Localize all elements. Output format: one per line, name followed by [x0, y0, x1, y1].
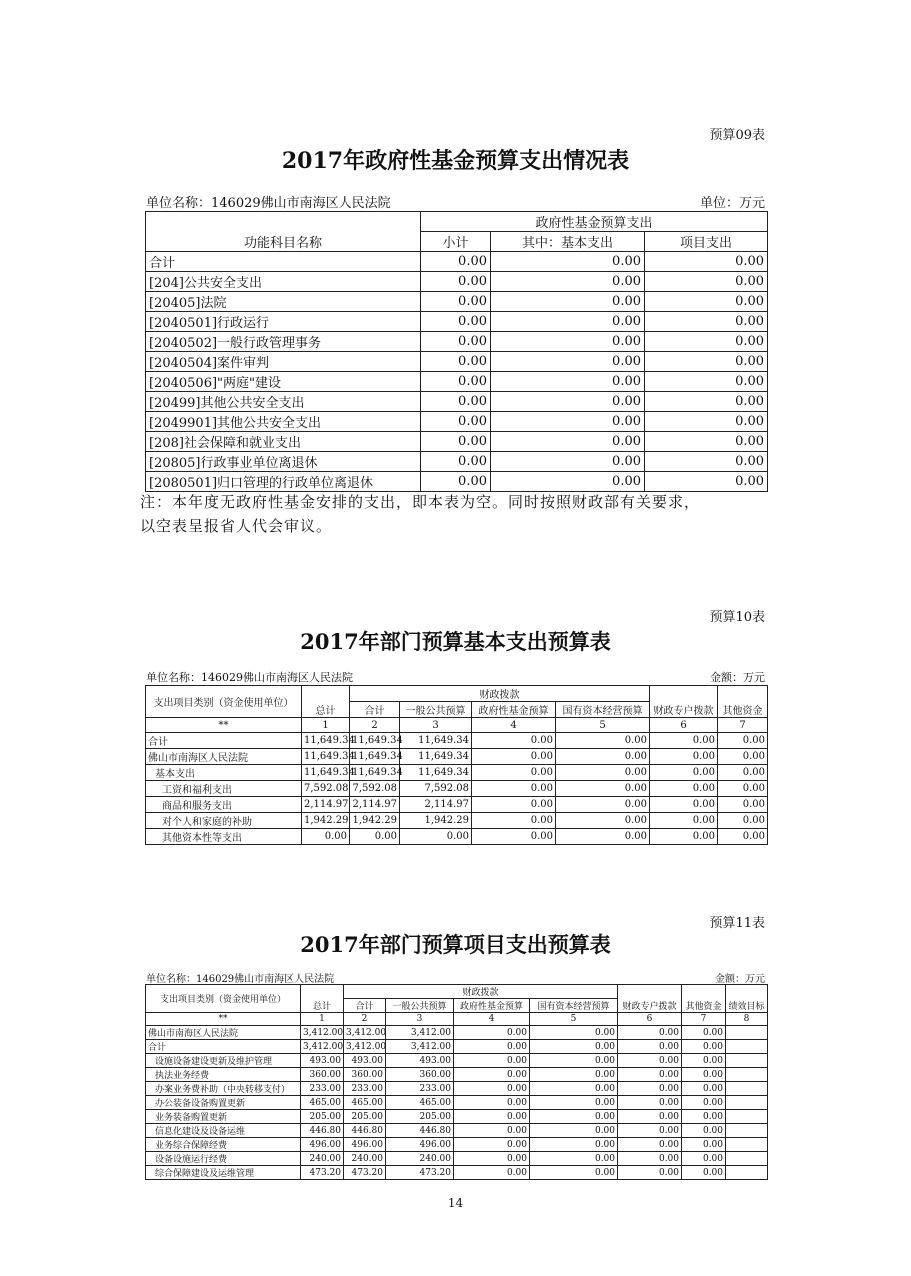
table09-unit: 单位：万元	[699, 196, 765, 211]
row-value: 496.00	[344, 1138, 386, 1152]
row-value: 0.00	[556, 765, 650, 781]
row-label: [208]社会保障和就业支出	[146, 432, 421, 452]
table11-header-state: 国有资本经营预算	[530, 999, 618, 1013]
table10-header-general: 一般公共预算	[400, 702, 472, 718]
row-value: 0.00	[454, 1068, 530, 1082]
row-value: 0.00	[530, 1026, 618, 1040]
row-value: 0.00	[682, 1040, 726, 1054]
row-label: [2040504]案件审判	[146, 352, 421, 372]
row-value: 0.00	[645, 432, 768, 452]
row-value: 496.00	[386, 1138, 454, 1152]
index-cell: 2	[344, 1013, 386, 1026]
index-row	[146, 718, 768, 733]
table-row	[146, 312, 768, 332]
row-value: 493.00	[301, 1054, 344, 1068]
row-value: 240.00	[301, 1152, 344, 1166]
table-row	[146, 252, 768, 272]
row-value: 473.20	[301, 1166, 344, 1180]
row-value: 1,942.29	[350, 813, 400, 829]
table-row	[146, 392, 768, 412]
table11-unit-name: 单位名称：146029佛山市南海区人民法院	[146, 974, 335, 985]
table-row	[146, 1110, 768, 1124]
row-value: 0.00	[618, 1124, 682, 1138]
row-value: 0.00	[454, 1166, 530, 1180]
index-cell: 5	[556, 718, 650, 733]
table-row	[146, 1124, 768, 1138]
row-value: 0.00	[650, 749, 718, 765]
page-number: 14	[447, 1196, 464, 1210]
row-label: [20805]行政事业单位离退休	[146, 452, 421, 472]
table09-header-subtotal: 小计	[421, 232, 491, 252]
table-row	[146, 749, 768, 765]
index-cell: 6	[618, 1013, 682, 1026]
row-value: 0.00	[400, 829, 472, 845]
table11-header-group: 财政拨款	[344, 985, 618, 999]
table10-unit-name: 单位名称：146029佛山市南海区人民法院	[146, 671, 353, 684]
row-label: 工资和福利支出	[146, 781, 302, 797]
row-value: 0.00	[421, 452, 491, 472]
table10	[145, 685, 768, 845]
row-value: 446.80	[344, 1124, 386, 1138]
row-value: 0.00	[682, 1138, 726, 1152]
row-value	[726, 1040, 768, 1054]
table10-header-other: 其他资金	[718, 686, 768, 718]
row-value: 0.00	[421, 432, 491, 452]
index-cell: 3	[400, 718, 472, 733]
row-value: 0.00	[718, 733, 768, 749]
table-row	[146, 332, 768, 352]
row-value: 0.00	[530, 1054, 618, 1068]
table11-unit: 金额：万元	[715, 974, 765, 985]
table09-title: 2017年政府性基金预算支出情况表	[281, 148, 630, 174]
row-value: 0.00	[491, 252, 645, 272]
table-row	[146, 1026, 768, 1040]
row-label: 办案业务费补助（中央转移支付）	[146, 1082, 301, 1096]
index-cell: 3	[386, 1013, 454, 1026]
row-value: 0.00	[472, 749, 556, 765]
row-value: 0.00	[421, 392, 491, 412]
row-value: 11,649.34	[400, 765, 472, 781]
table-row	[146, 1068, 768, 1082]
row-value: 0.00	[454, 1040, 530, 1054]
index-cell: **	[146, 718, 302, 733]
row-value: 0.00	[491, 472, 645, 492]
row-value: 0.00	[645, 312, 768, 332]
row-value	[726, 1138, 768, 1152]
row-value: 233.00	[301, 1082, 344, 1096]
table10-header-fund: 政府性基金预算	[472, 702, 556, 718]
table09-header-group: 政府性基金预算支出	[421, 212, 768, 232]
row-value: 0.00	[421, 292, 491, 312]
row-label: 合计	[146, 733, 302, 749]
row-value: 360.00	[386, 1068, 454, 1082]
table09-header-project: 项目支出	[645, 232, 768, 252]
row-value: 205.00	[301, 1110, 344, 1124]
row-label: 对个人和家庭的补助	[146, 813, 302, 829]
row-value	[726, 1110, 768, 1124]
row-value: 3,412.00	[301, 1040, 344, 1054]
index-cell: 6	[650, 718, 718, 733]
row-label: [2040502]一般行政管理事务	[146, 332, 421, 352]
row-label: [204]公共安全支出	[146, 272, 421, 292]
table09-header-basic: 其中：基本支出	[491, 232, 645, 252]
row-value: 0.00	[556, 749, 650, 765]
row-value: 0.00	[645, 252, 768, 272]
row-label: 信息化建设及设备运维	[146, 1124, 301, 1138]
row-value: 0.00	[618, 1152, 682, 1166]
row-value: 7,592.08	[400, 781, 472, 797]
row-value: 473.20	[386, 1166, 454, 1180]
row-value	[726, 1068, 768, 1082]
table-row	[146, 292, 768, 312]
row-value: 0.00	[650, 733, 718, 749]
row-value: 0.00	[718, 813, 768, 829]
row-value: 0.00	[618, 1110, 682, 1124]
row-label: [2080501]归口管理的行政单位离退休	[146, 472, 421, 492]
table09	[145, 211, 768, 492]
row-value: 0.00	[421, 272, 491, 292]
row-value: 0.00	[421, 252, 491, 272]
row-value: 11,649.34	[302, 765, 350, 781]
table10-title: 2017年部门预算基本支出预算表	[300, 629, 611, 654]
row-value: 0.00	[472, 765, 556, 781]
index-row	[146, 1013, 768, 1026]
row-value: 0.00	[682, 1054, 726, 1068]
row-value: 3,412.00	[344, 1026, 386, 1040]
row-value	[726, 1124, 768, 1138]
row-value: 465.00	[344, 1096, 386, 1110]
row-value: 0.00	[556, 781, 650, 797]
index-cell: 8	[726, 1013, 768, 1026]
table09-unit-name: 单位名称：146029佛山市南海区人民法院	[146, 196, 391, 211]
row-value: 0.00	[454, 1138, 530, 1152]
row-value: 473.20	[344, 1166, 386, 1180]
table11-header-general: 一般公共预算	[386, 999, 454, 1013]
row-value: 0.00	[618, 1082, 682, 1096]
table-row	[146, 1166, 768, 1180]
table-row	[146, 272, 768, 292]
row-value: 205.00	[386, 1110, 454, 1124]
row-value: 0.00	[491, 412, 645, 432]
row-value: 0.00	[650, 765, 718, 781]
row-value: 0.00	[454, 1026, 530, 1040]
row-value: 493.00	[344, 1054, 386, 1068]
row-value: 0.00	[421, 332, 491, 352]
row-label: [20405]法院	[146, 292, 421, 312]
table-row	[146, 1082, 768, 1096]
table11-header-other: 其他资金	[682, 985, 726, 1013]
row-value: 0.00	[421, 312, 491, 332]
row-label: 合计	[146, 1040, 301, 1054]
row-value: 0.00	[650, 813, 718, 829]
row-value	[726, 1082, 768, 1096]
table11-header-sum: 合计	[344, 999, 386, 1013]
table-row	[146, 829, 768, 845]
row-value: 0.00	[650, 781, 718, 797]
table11-header-total: 总计	[301, 985, 344, 1013]
row-value: 360.00	[344, 1068, 386, 1082]
row-value: 0.00	[682, 1082, 726, 1096]
table-row	[146, 797, 768, 813]
row-label: 佛山市南海区人民法院	[146, 1026, 301, 1040]
row-label: 综合保障建设及运维管理	[146, 1166, 301, 1180]
row-value: 0.00	[645, 352, 768, 372]
row-label: 佛山市南海区人民法院	[146, 749, 302, 765]
table-row	[146, 813, 768, 829]
table10-header-state: 国有资本经营预算	[556, 702, 650, 718]
row-value: 0.00	[682, 1026, 726, 1040]
table-row	[146, 372, 768, 392]
row-value: 0.00	[421, 372, 491, 392]
index-cell: 7	[718, 718, 768, 733]
table11	[145, 984, 768, 1180]
row-value	[726, 1096, 768, 1110]
row-value: 0.00	[421, 472, 491, 492]
row-value: 0.00	[618, 1068, 682, 1082]
row-value: 0.00	[472, 733, 556, 749]
row-value: 0.00	[530, 1096, 618, 1110]
table-row	[146, 1138, 768, 1152]
row-value: 0.00	[454, 1096, 530, 1110]
row-value	[726, 1152, 768, 1166]
row-value: 360.00	[301, 1068, 344, 1082]
index-cell: 7	[682, 1013, 726, 1026]
row-value: 11,649.34	[400, 733, 472, 749]
row-value: 493.00	[386, 1054, 454, 1068]
index-cell: 2	[350, 718, 400, 733]
row-value: 233.00	[386, 1082, 454, 1096]
row-value	[726, 1026, 768, 1040]
row-value: 0.00	[718, 829, 768, 845]
row-value: 3,412.00	[386, 1040, 454, 1054]
row-value: 240.00	[386, 1152, 454, 1166]
row-value: 1,942.29	[400, 813, 472, 829]
row-value	[726, 1166, 768, 1180]
table-row	[146, 765, 768, 781]
table11-header-fund: 政府性基金预算	[454, 999, 530, 1013]
row-value: 0.00	[491, 372, 645, 392]
row-value: 0.00	[491, 392, 645, 412]
row-value: 11,649.34	[350, 749, 400, 765]
row-value: 1,942.29	[302, 813, 350, 829]
row-value: 0.00	[472, 797, 556, 813]
row-label: 其他资本性等支出	[146, 829, 302, 845]
table-row	[146, 472, 768, 492]
row-value: 0.00	[472, 781, 556, 797]
row-value: 0.00	[530, 1124, 618, 1138]
row-value: 0.00	[718, 797, 768, 813]
index-cell: 4	[472, 718, 556, 733]
row-label: 合计	[146, 252, 421, 272]
row-label: 设施设备建设更新及维护管理	[146, 1054, 301, 1068]
index-cell: 1	[301, 1013, 344, 1026]
row-value: 0.00	[618, 1040, 682, 1054]
row-value: 0.00	[350, 829, 400, 845]
row-value: 11,649.34	[302, 749, 350, 765]
row-value: 0.00	[421, 352, 491, 372]
row-value: 465.00	[301, 1096, 344, 1110]
row-value: 0.00	[645, 472, 768, 492]
row-value: 0.00	[618, 1026, 682, 1040]
row-value: 0.00	[491, 432, 645, 452]
row-value: 0.00	[645, 392, 768, 412]
row-value: 0.00	[454, 1110, 530, 1124]
row-value: 233.00	[344, 1082, 386, 1096]
row-value: 0.00	[682, 1166, 726, 1180]
row-value: 0.00	[556, 813, 650, 829]
row-label: [2049901]其他公共安全支出	[146, 412, 421, 432]
row-value: 7,592.08	[302, 781, 350, 797]
row-label: 办公装备设备购置更新	[146, 1096, 301, 1110]
row-value: 0.00	[530, 1082, 618, 1096]
table11-code: 预算11表	[709, 916, 765, 931]
table-row	[146, 1054, 768, 1068]
row-value: 0.00	[530, 1068, 618, 1082]
row-value: 0.00	[645, 452, 768, 472]
row-value: 11,649.34	[350, 765, 400, 781]
table-row	[146, 352, 768, 372]
row-value: 0.00	[682, 1068, 726, 1082]
table-row	[146, 432, 768, 452]
row-value: 3,412.00	[386, 1026, 454, 1040]
row-value: 2,114.97	[302, 797, 350, 813]
row-value	[726, 1054, 768, 1068]
table09-note-line2: 以空表呈报省人代会审议。	[140, 517, 333, 535]
row-label: [2040506]"两庭"建设	[146, 372, 421, 392]
row-value: 465.00	[386, 1096, 454, 1110]
table09-note-line1: 注：本年度无政府性基金安排的支出，即本表为空。同时按照财政部有关要求，	[140, 493, 701, 511]
row-value: 0.00	[618, 1054, 682, 1068]
row-value: 0.00	[472, 829, 556, 845]
row-value: 3,412.00	[344, 1040, 386, 1054]
row-value: 0.00	[618, 1138, 682, 1152]
row-value: 11,649.34	[350, 733, 400, 749]
row-value: 205.00	[344, 1110, 386, 1124]
row-value: 0.00	[645, 372, 768, 392]
row-value: 0.00	[718, 781, 768, 797]
table-row	[146, 781, 768, 797]
index-cell: 4	[454, 1013, 530, 1026]
index-cell: **	[146, 1013, 301, 1026]
row-value: 0.00	[556, 829, 650, 845]
row-value: 0.00	[530, 1138, 618, 1152]
row-value: 0.00	[618, 1166, 682, 1180]
table-row	[146, 452, 768, 472]
table09-header-name: 功能科目名称	[146, 212, 421, 252]
table11-header-target: 绩效目标	[726, 985, 768, 1013]
row-value: 0.00	[618, 1096, 682, 1110]
row-value: 2,114.97	[350, 797, 400, 813]
row-value: 446.80	[386, 1124, 454, 1138]
row-value: 496.00	[301, 1138, 344, 1152]
row-value: 2,114.97	[400, 797, 472, 813]
table10-unit: 金额：万元	[710, 671, 765, 684]
row-value: 0.00	[645, 332, 768, 352]
row-value: 0.00	[491, 292, 645, 312]
row-value: 11,649.34	[400, 749, 472, 765]
row-value: 0.00	[718, 749, 768, 765]
row-label: [20499]其他公共安全支出	[146, 392, 421, 412]
index-cell: 1	[302, 718, 350, 733]
table10-header-sum: 合计	[350, 702, 400, 718]
row-value: 0.00	[682, 1096, 726, 1110]
row-value: 0.00	[556, 797, 650, 813]
table11-header-category: 支出项目类别（资金使用单位）	[146, 985, 301, 1013]
table-row	[146, 1152, 768, 1166]
row-value: 0.00	[650, 797, 718, 813]
row-value: 0.00	[682, 1110, 726, 1124]
row-value: 0.00	[645, 272, 768, 292]
row-value: 0.00	[421, 412, 491, 432]
table10-header-group: 财政拨款	[350, 686, 650, 702]
row-label: 业务装备购置更新	[146, 1110, 301, 1124]
table-row	[146, 412, 768, 432]
row-label: 业务综合保障经费	[146, 1138, 301, 1152]
row-value: 0.00	[491, 272, 645, 292]
row-value: 240.00	[344, 1152, 386, 1166]
table10-header-special: 财政专户拨款	[650, 686, 718, 718]
row-value: 3,412.00	[301, 1026, 344, 1040]
row-value: 0.00	[718, 765, 768, 781]
row-label: 设备设施运行经费	[146, 1152, 301, 1166]
table-row	[146, 1040, 768, 1054]
row-value: 0.00	[530, 1110, 618, 1124]
row-value: 0.00	[682, 1152, 726, 1166]
row-value: 0.00	[454, 1082, 530, 1096]
row-value: 11,649.34	[302, 733, 350, 749]
row-label: 商品和服务支出	[146, 797, 302, 813]
row-value: 0.00	[491, 332, 645, 352]
row-value: 0.00	[491, 312, 645, 332]
table10-header-total: 总计	[302, 686, 350, 718]
row-value: 0.00	[454, 1152, 530, 1166]
row-value: 0.00	[645, 292, 768, 312]
row-value: 0.00	[556, 733, 650, 749]
row-value: 0.00	[682, 1124, 726, 1138]
index-cell: 5	[530, 1013, 618, 1026]
row-value: 0.00	[491, 352, 645, 372]
row-value: 0.00	[530, 1152, 618, 1166]
row-value: 7,592.08	[350, 781, 400, 797]
row-value: 0.00	[302, 829, 350, 845]
row-value: 0.00	[454, 1054, 530, 1068]
row-label: 执法业务经费	[146, 1068, 301, 1082]
table10-header-category: 支出项目类别（资金使用单位）	[146, 686, 302, 718]
row-value: 0.00	[530, 1040, 618, 1054]
table11-title: 2017年部门预算项目支出预算表	[300, 932, 611, 957]
row-value: 0.00	[645, 412, 768, 432]
row-value: 0.00	[650, 829, 718, 845]
row-value: 0.00	[472, 813, 556, 829]
table09-code: 预算09表	[709, 128, 765, 143]
table-row	[146, 1096, 768, 1110]
table10-code: 预算10表	[709, 610, 765, 625]
row-value: 446.80	[301, 1124, 344, 1138]
row-value: 0.00	[454, 1124, 530, 1138]
table11-header-special: 财政专户拨款	[618, 985, 682, 1013]
table09-note	[140, 490, 780, 538]
row-value: 0.00	[491, 452, 645, 472]
row-label: [2040501]行政运行	[146, 312, 421, 332]
row-label: 基本支出	[146, 765, 302, 781]
row-value: 0.00	[530, 1166, 618, 1180]
table-row	[146, 733, 768, 749]
